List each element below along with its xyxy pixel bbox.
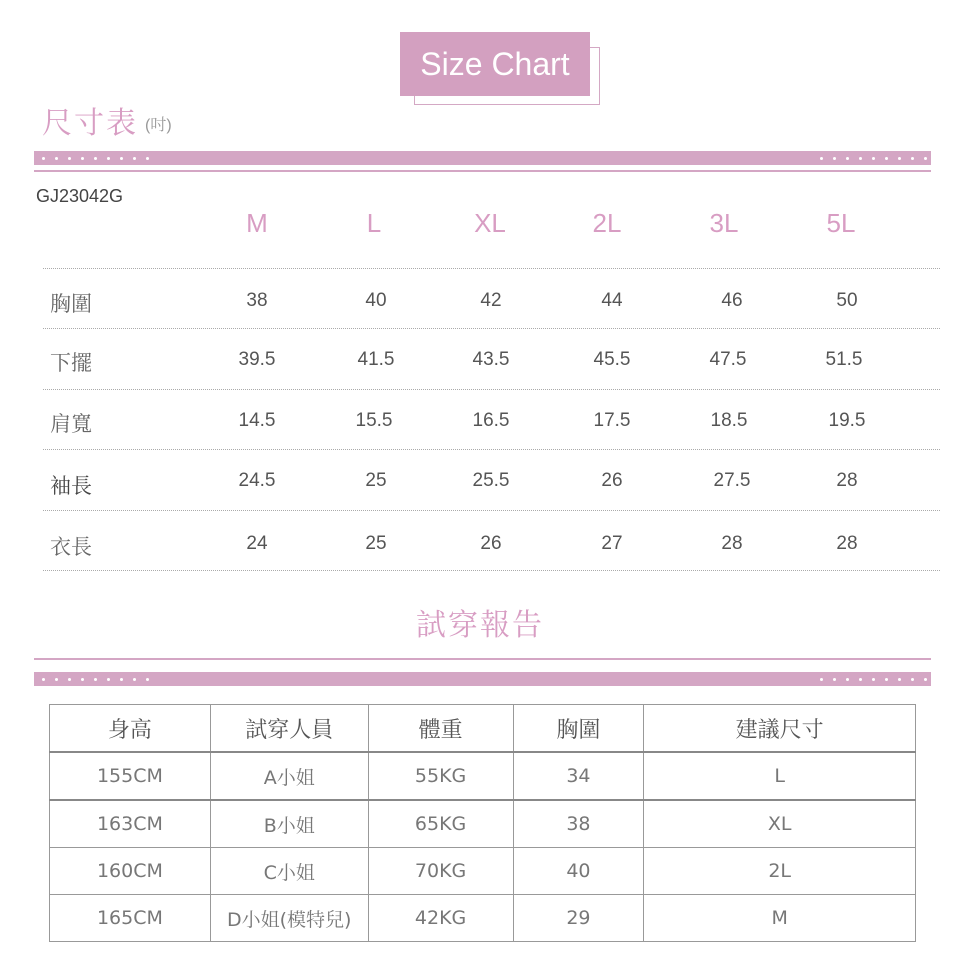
band-underline-top (34, 170, 931, 172)
size-chart-badge: Size Chart (400, 32, 590, 96)
table-cell: 70KG (368, 848, 513, 895)
table-cell: 44 (601, 290, 623, 311)
table-cell: 163CM (50, 800, 211, 848)
table-cell: 41.5 (357, 349, 395, 370)
table-cell: 155CM (50, 752, 211, 800)
size-header-3l: 3L (709, 208, 739, 238)
column-header-height: 身高 (50, 705, 211, 753)
table-cell: 26 (480, 533, 502, 554)
table-cell: 165CM (50, 895, 211, 942)
size-header-l: L (366, 208, 382, 238)
table-cell: XL (644, 800, 916, 848)
row-label-length: 衣長 (50, 536, 92, 559)
table-cell: 47.5 (709, 349, 747, 370)
table-cell: 51.5 (825, 349, 863, 370)
table-cell: 29 (513, 895, 644, 942)
size-header-2l: 2L (592, 208, 622, 238)
table-cell: 28 (836, 470, 858, 491)
model-code: GJ23042G (36, 186, 124, 206)
table-cell: 17.5 (593, 410, 631, 431)
table-cell: 24.5 (238, 470, 276, 491)
table-cell: A小姐 (210, 752, 368, 800)
divider (43, 268, 940, 269)
column-header-weight: 體重 (368, 705, 513, 753)
table-cell: 14.5 (238, 410, 276, 431)
table-cell: 19.5 (828, 410, 866, 431)
band-dots-left (42, 151, 149, 165)
table-cell: 45.5 (593, 349, 631, 370)
size-header-xl: XL (474, 208, 506, 238)
size-header-5l: 5L (826, 208, 856, 238)
table-row (50, 848, 916, 895)
table-cell: 15.5 (355, 410, 393, 431)
table-cell: 28 (721, 533, 743, 554)
table-cell: 27 (601, 533, 623, 554)
table-cell: 27.5 (713, 470, 751, 491)
table-row (50, 895, 916, 942)
band-dots-right (820, 151, 927, 165)
column-header-suggested-size: 建議尺寸 (644, 705, 916, 753)
band-dots-left (42, 672, 149, 686)
fitting-report-table (49, 704, 916, 942)
decorative-band-bottom (34, 672, 931, 686)
table-cell: 50 (836, 290, 858, 311)
column-header-tester: 試穿人員 (210, 705, 368, 753)
table-cell: 160CM (50, 848, 211, 895)
divider (43, 328, 940, 329)
fitting-report-title: 試穿報告 (416, 609, 544, 642)
page-title: 尺寸表 (42, 107, 138, 140)
table-cell: M (644, 895, 916, 942)
table-cell: 40 (365, 290, 387, 311)
table-cell: 34 (513, 752, 644, 800)
band-dots-right (820, 672, 927, 686)
table-cell: 25.5 (472, 470, 510, 491)
table-cell: C小姐 (210, 848, 368, 895)
table-cell: 2L (644, 848, 916, 895)
unit-label: (吋) (145, 117, 172, 134)
band-overline-bottom (34, 658, 931, 660)
table-cell: 25 (365, 533, 387, 554)
row-label-hem: 下擺 (50, 352, 92, 375)
table-cell: 42 (480, 290, 502, 311)
table-cell: 40 (513, 848, 644, 895)
table-cell: 65KG (368, 800, 513, 848)
table-cell: 42KG (368, 895, 513, 942)
table-cell: 24 (246, 533, 268, 554)
table-cell: 18.5 (710, 410, 748, 431)
table-cell: 38 (513, 800, 644, 848)
decorative-band-top (34, 151, 931, 165)
column-header-chest: 胸圍 (513, 705, 644, 753)
divider (43, 510, 940, 511)
table-cell: D小姐(模特兒) (210, 895, 368, 942)
table-cell: 38 (246, 290, 268, 311)
table-cell: 43.5 (472, 349, 510, 370)
divider (43, 570, 940, 571)
table-cell: 25 (365, 470, 387, 491)
table-row (50, 752, 916, 800)
table-row (50, 800, 916, 848)
table-cell: 55KG (368, 752, 513, 800)
size-header-m: M (246, 208, 268, 238)
divider (43, 449, 940, 450)
row-label-chest: 胸圍 (50, 293, 92, 316)
table-cell: 39.5 (238, 349, 276, 370)
table-cell: 16.5 (472, 410, 510, 431)
row-label-sleeve: 袖長 (50, 474, 92, 498)
row-label-shoulder: 肩寬 (50, 413, 92, 436)
table-cell: 26 (601, 470, 623, 491)
divider (43, 389, 940, 390)
table-cell: 46 (721, 290, 743, 311)
table-cell: L (644, 752, 916, 800)
table-cell: B小姐 (210, 800, 368, 848)
table-header-row (50, 705, 916, 753)
table-cell: 28 (836, 533, 858, 554)
